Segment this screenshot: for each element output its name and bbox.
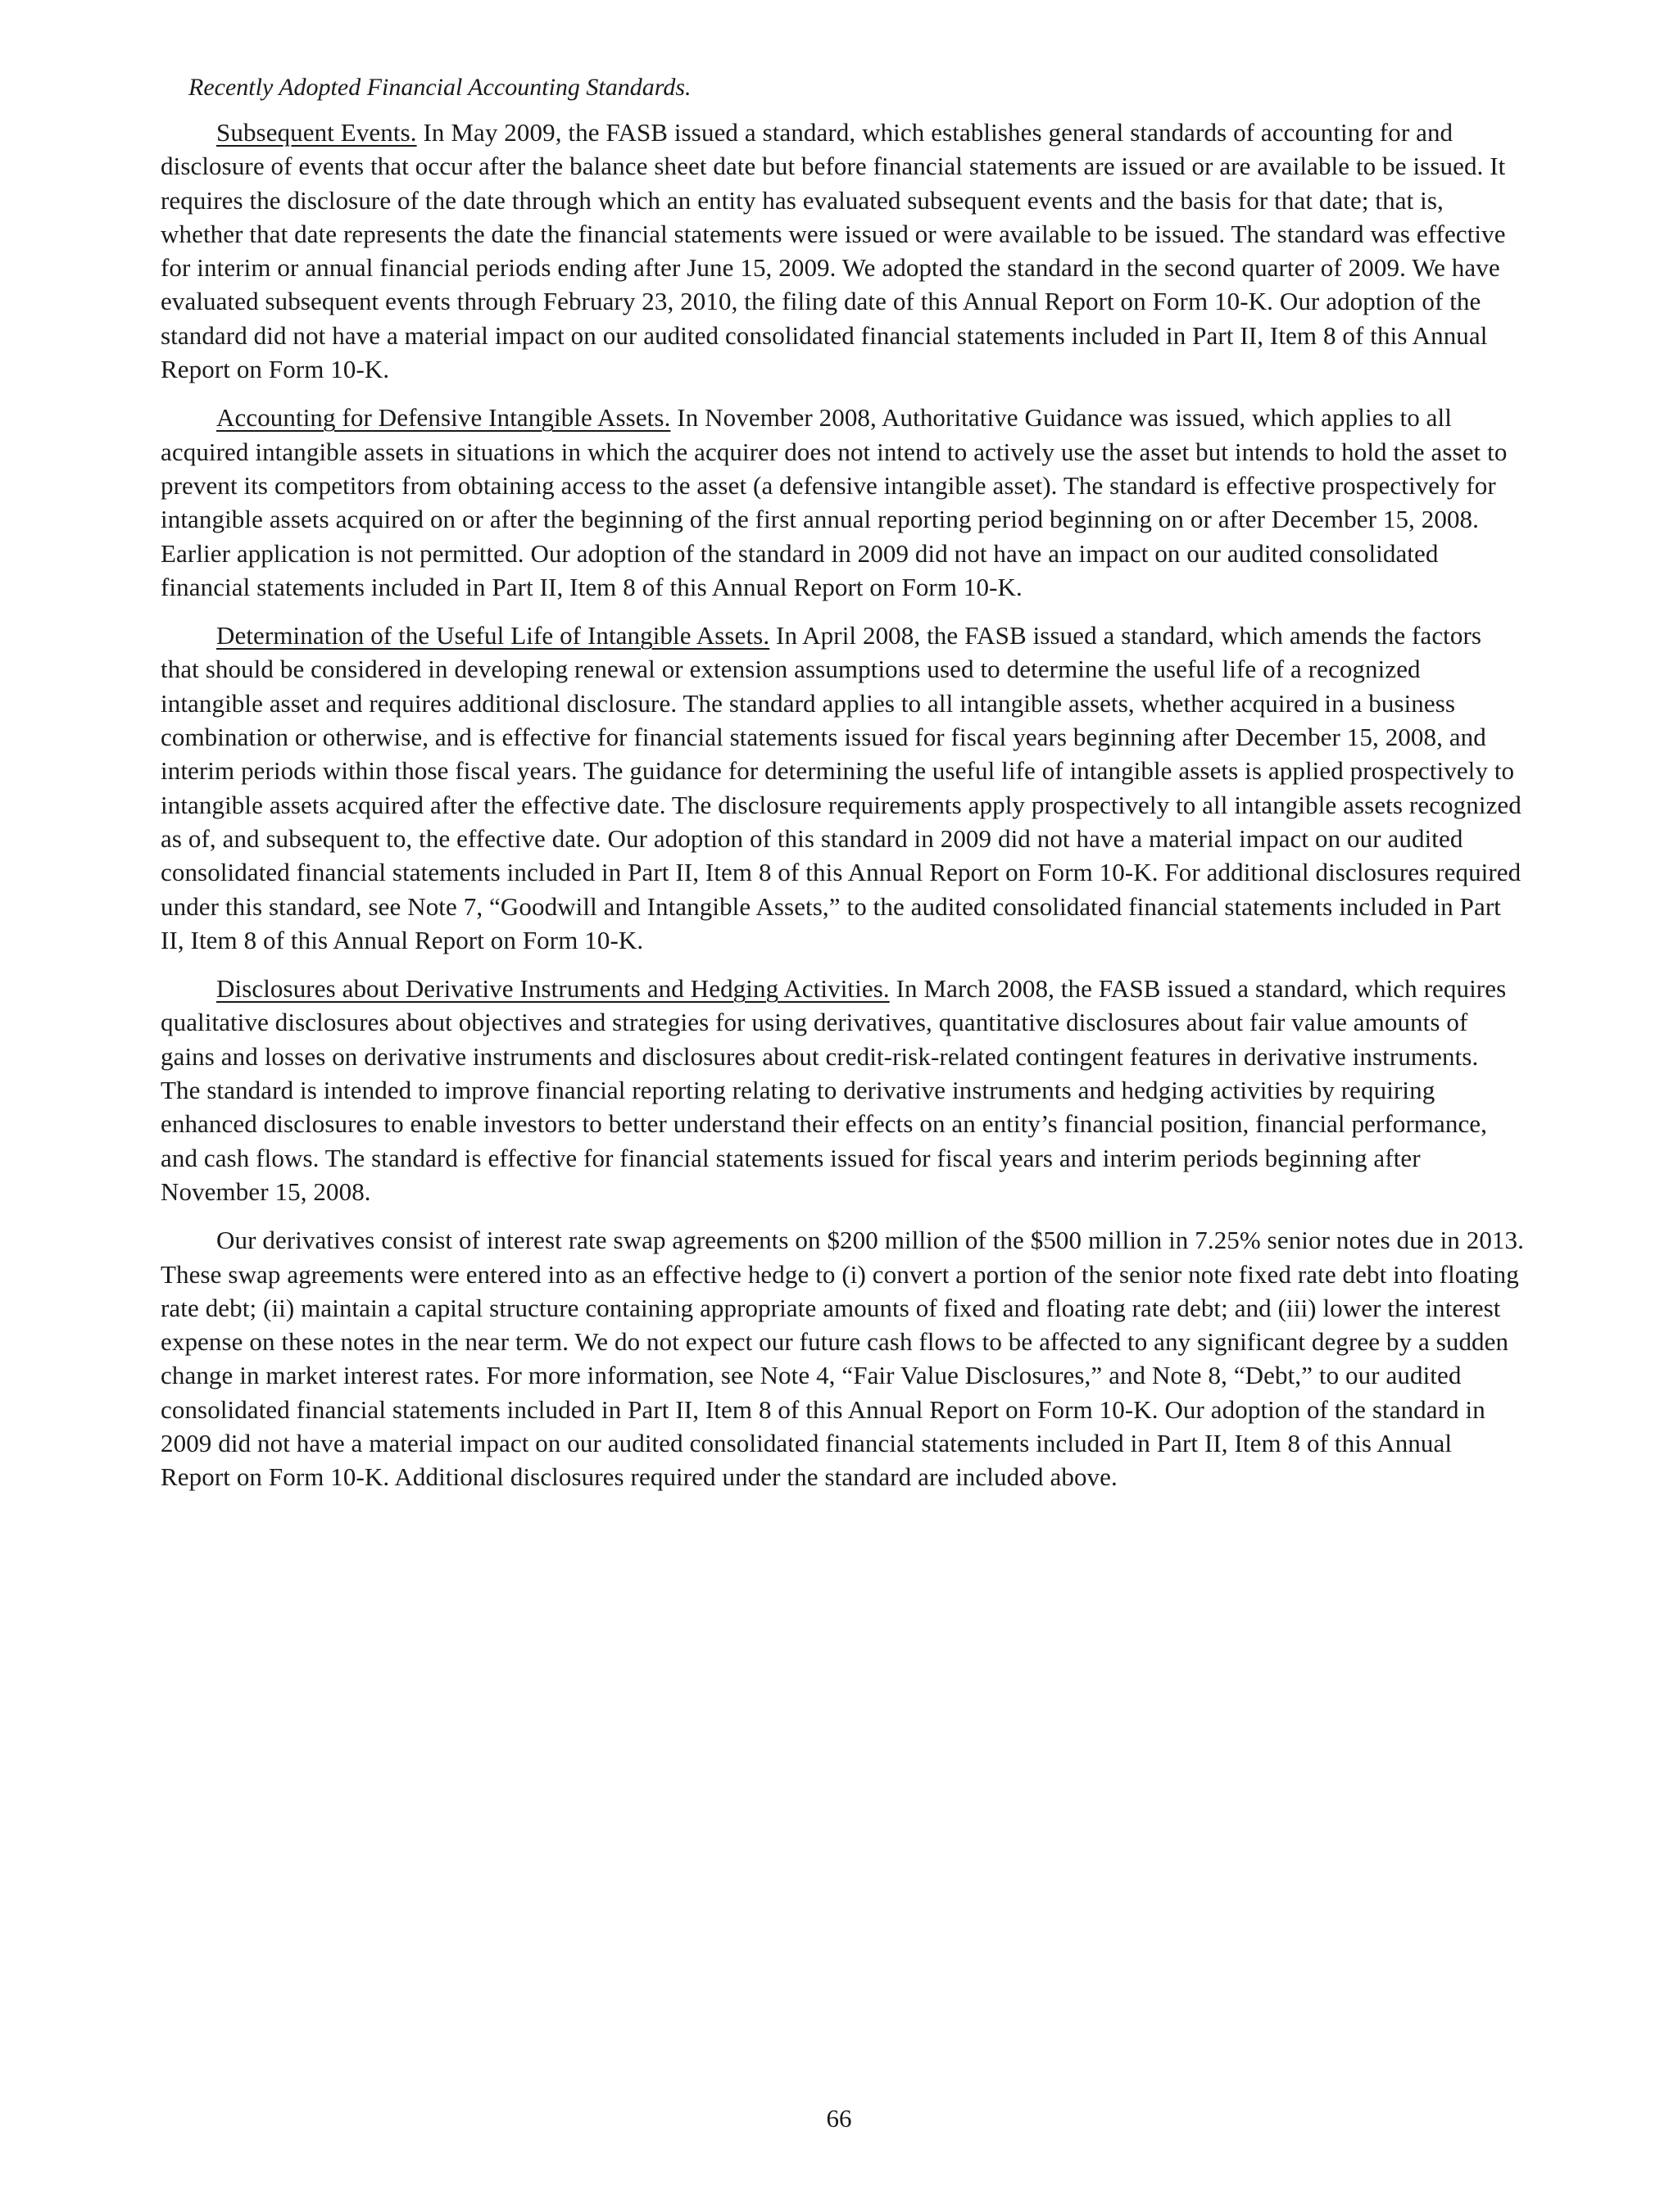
paragraph-derivative-instruments-hedging — [161, 972, 1524, 1208]
document-page — [161, 70, 1524, 1509]
paragraph-lead-subsequent-events: Subsequent Events. — [216, 118, 417, 147]
paragraph-body-our-derivatives: Our derivatives consist of interest rate swap agreements on $200 million of the $500 million in 7.25% senior notes due in 2013. These swap agreements were entered into as an effective hedge to (i) convert a portion of the senior note fixed rate debt into floating rate debt; (ii) maintain a capital structure containing appropriate amounts of fixed and floating rate debt; and (iii) lower the interest expense on these notes in the near term. We do not expect our future cash flows to be affected to any significant degree by a sudden change in market interest rates. For more information, see Note 4, “Fair Value Disclosures,” and Note 8, “Debt,” to our audited consolidated financial statements included in Part II, Item 8 of this Annual Report on Form 10-K. Our adoption of the standard in 2009 did not have a material impact on our audited consolidated financial statements included in Part II, Item 8 of this Annual Report on Form 10-K. Additional disclosures required under the standard are included above. — [161, 1226, 1524, 1492]
paragraph-lead-useful-life-intangible-assets: Determination of the Useful Life of Intangible Assets. — [216, 621, 770, 650]
paragraph-lead-defensive-intangible-assets: Accounting for Defensive Intangible Assets. — [216, 403, 671, 433]
paragraph-our-derivatives — [161, 1223, 1524, 1494]
page-number: 66 — [826, 2104, 852, 2133]
paragraph-useful-life-intangible-assets — [161, 619, 1524, 957]
paragraph-lead-derivative-instruments-hedging: Disclosures about Derivative Instruments and Hedging Activities. — [216, 974, 890, 1004]
paragraph-defensive-intangible-assets — [161, 401, 1524, 604]
section-heading: Recently Adopted Financial Accounting Standards. — [188, 74, 692, 101]
paragraph-body-useful-life-intangible-assets: In April 2008, the FASB issued a standard, which amends the factors that should be considered in developing renewal or extension assumptions used to determine the useful life of a recognized intangible asset and requires additional disclosure. The standard applies to all intangible assets, whether acquired in a business combination or otherwise, and is effective for financial statements issued for fiscal years beginning after December 15, 2008, and interim periods within those fiscal years. The guidance for determining the useful life of intangible assets is applied prospectively to intangible assets acquired after the effective date. The disclosure requirements apply prospectively to all intangible assets recognized as of, and subsequent to, the effective date. Our adoption of this standard in 2009 did not have a material impact on our audited consolidated financial statements included in Part II, Item 8 of this Annual Report on Form 10-K. For additional disclosures required under this standard, see Note 7, “Goodwill and Intangible Assets,” to the audited consolidated financial statements included in Part II, Item 8 of this Annual Report on Form 10-K. — [161, 621, 1522, 954]
paragraph-body-defensive-intangible-assets: In November 2008, Authoritative Guidance was issued, which applies to all acquired intangible assets in situations in which the acquirer does not intend to actively use the asset but intends to hold the asset to prevent its competitors from obtaining access to the asset (a defensive intangible asset). The standard is effective prospectively for intangible assets acquired on or after the beginning of the first annual reporting period beginning on or after December 15, 2008. Earlier application is not permitted. Our adoption of the standard in 2009 did not have an impact on our audited consolidated financial statements included in Part II, Item 8 of this Annual Report on Form 10-K. — [161, 403, 1508, 601]
paragraph-subsequent-events — [161, 116, 1524, 386]
paragraph-body-derivative-instruments-hedging: In March 2008, the FASB issued a standard, which requires qualitative disclosures about objectives and strategies for using derivatives, quantitative disclosures about fair value amounts of gains and losses on derivative instruments and disclosures about credit-risk-related contingent features in derivative instruments. The standard is intended to improve financial reporting relating to derivative instruments and hedging activities by requiring enhanced disclosures to enable investors to better understand their effects on an entity’s financial position, financial performance, and cash flows. The standard is effective for financial statements issued for fiscal years and interim periods beginning after November 15, 2008. — [161, 974, 1507, 1206]
paragraph-body-subsequent-events: In May 2009, the FASB issued a standard, which establishes general standards of accounting for and disclosure of events that occur after the balance sheet date but before financial statements are issued or are available to be issued. It requires the disclosure of the date through which an entity has evaluated subsequent events and the basis for that date; that is, whether that date represents the date the financial statements were issued or were available to be issued. The standard was effective for interim or annual financial periods ending after June 15, 2009. We adopted the standard in the second quarter of 2009. We have evaluated subsequent events through February 23, 2010, the filing date of this Annual Report on Form 10-K. Our adoption of the standard did not have a material impact on our audited consolidated financial statements included in Part II, Item 8 of this Annual Report on Form 10-K. — [161, 118, 1506, 384]
